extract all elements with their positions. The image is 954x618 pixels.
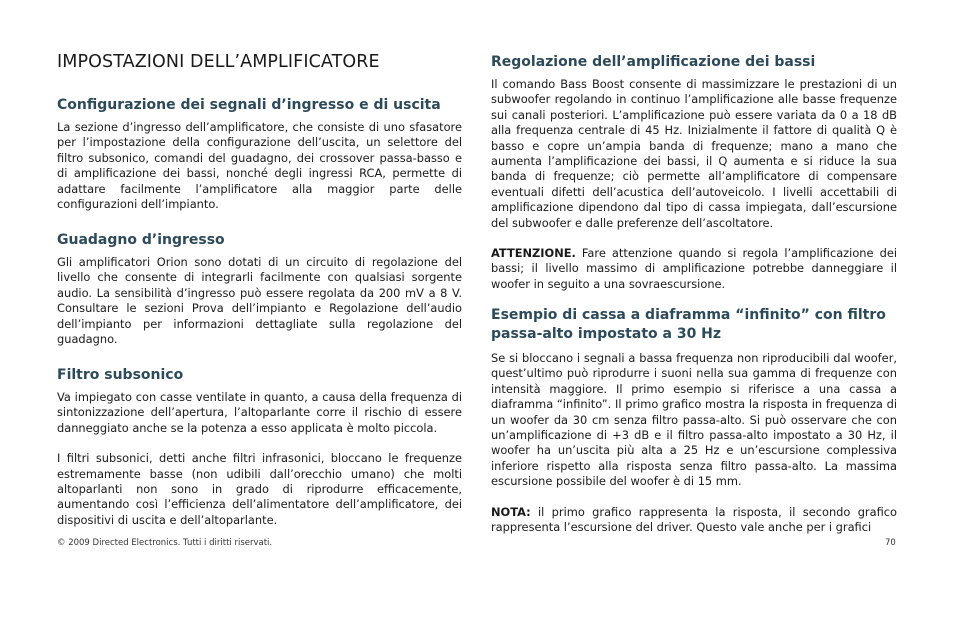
section-body: Gli amplificatori Orion sono dotati di un circuito di regolazione del livello che consente di integrarli facilmente con qualsiasi sorgente audio. La sensibilità d’ingresso può essere regolata da 200 mV a 8 V. Consultare le sezioni Prova dell’impianto e Regolazione dell’audio dell’impianto per informazioni dettagliate sulla regolazione del guadagno.	[57, 255, 462, 347]
note-paragraph	[491, 505, 897, 536]
page-number: 70	[885, 538, 896, 548]
section-heading: Guadagno d’ingresso	[57, 232, 225, 248]
section-infinite-baffle	[491, 306, 897, 535]
section-heading: Configurazione dei segnali d’ingresso e di uscita	[57, 97, 441, 113]
section-input-gain	[57, 231, 462, 347]
section-body: Se si bloccano i segnali a bassa frequenza non riproducibili dal woofer, quest’ultimo può riprodurre i suoni nella sua gamma di frequenze con intensità maggiore. Il primo esempio si riferisce a una cassa a diaframma “infinito”. Il primo grafico mostra la risposta in frequenza di un woofer da 30 cm senza filtro passa-alto. Si può osservare che con un’amplificazione di +3 dB e il filtro passa-alto impostato a 30 Hz, il woofer ha un’uscita più alta a 25 Hz e un’escursione complessiva inferiore rispetto alla risposta senza filtro passa-alto. La massima escursione possibile del woofer è di 15 mm.	[491, 351, 897, 489]
section-body: Il comando Bass Boost consente di massimizzare le prestazioni di un subwoofer regolando in continuo l’amplificazione alle basse frequenze sui canali posteriori. L’amplificazione può essere variata da 0 a 18 dB alla frequenza centrale di 45 Hz. Inizialmente il fattore di qualità Q è basso e copre un’ampia banda di frequenze; mano a mano che aumenta l’amplificazione dei bassi, il Q aumenta e si riduce la sua banda di frequenze; ciò permette all’amplificatore di compensare eventuali difetti dell’acustica dell’autoveicolo. I livelli accettabili di amplificazione dipendono dal tipo di cassa impiegata, dall’escursione del subwoofer e dalle preferenze dell’ascoltatore.	[491, 77, 897, 230]
section-heading: Esempio di cassa a diaframma “infinito” con filtro passa-alto impostato a 30 Hz	[491, 307, 886, 342]
section-bass-boost	[491, 53, 897, 292]
warning-text: Fare attenzione quando si regola l’amplificazione dei bassi; il livello massimo di amplificazione potrebbe danneggiare il woofer in seguito a una sovraescursione.	[491, 246, 897, 291]
note-text: il primo grafico rappresenta la risposta, il secondo grafico rappresenta l’escursione del driver. Questo vale anche per i grafici	[491, 504, 897, 535]
section-input-output	[57, 96, 462, 212]
section-heading: Filtro subsonico	[57, 367, 184, 383]
section-body: Va impiegato con casse ventilate in quanto, a causa della frequenza di sintonizzazione dell’apertura, l’altoparlante corre il rischio di essere danneggiato anche se la potenza a esso applicata è molto piccola.	[57, 390, 462, 435]
section-body: La sezione d’ingresso dell’amplificatore, che consiste di uno sfasatore per l’impostazione della configurazione dell’uscita, un selettore del filtro subsonico, comandi del guadagno, dei crossover passa-basso e di amplificazione dei bassi, nonché degli ingressi RCA, permette di adattare facilmente l’amplificatore alla maggior parte delle configurazioni dell’impianto.	[57, 120, 462, 212]
warning-paragraph	[491, 246, 897, 292]
page-title: IMPOSTAZIONI DELL’AMPLIFICATORE	[57, 52, 380, 72]
warning-label: ATTENZIONE.	[491, 246, 576, 261]
section-body: I filtri subsonici, detti anche filtri infrasonici, bloccano le frequenze estremamente basse (non udibili dall’orecchio umano) che molti altoparlanti non sono in grado di riprodurre efficacemente, aumentando così l’efficienza dell’alimentatore dell’amplificatore, dei dispositivi di uscita e dell’altoparlante.	[57, 451, 462, 527]
footer-copyright: © 2009 Directed Electronics. Tutti i diritti riservati.	[57, 538, 273, 548]
section-heading: Regolazione dell’amplificazione dei bassi	[491, 54, 816, 70]
note-label: NOTA:	[491, 504, 531, 519]
section-subsonic-filter	[57, 366, 462, 528]
